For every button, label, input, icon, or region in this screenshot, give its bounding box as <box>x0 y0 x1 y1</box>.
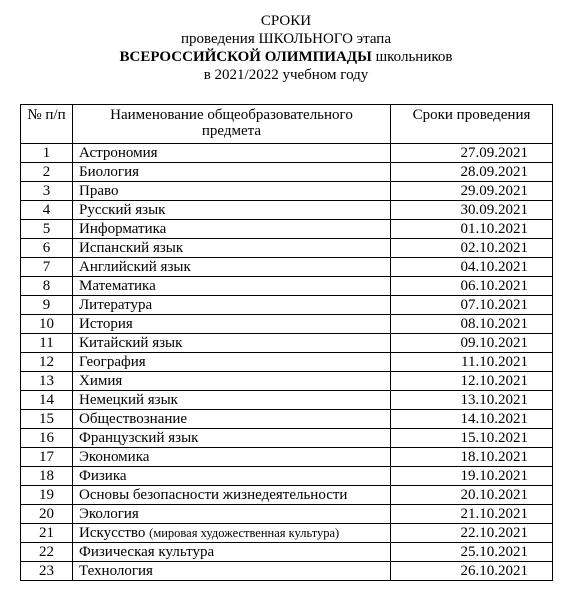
table-row <box>21 144 553 163</box>
table-row <box>21 429 553 448</box>
table-row <box>21 372 553 391</box>
row-number: 7 <box>21 258 73 277</box>
subject-cell <box>73 448 391 467</box>
table-row <box>21 486 553 505</box>
table-row <box>21 182 553 201</box>
row-number: 3 <box>21 182 73 201</box>
date-cell: 11.10.2021 <box>391 353 553 372</box>
subject-cell <box>73 562 391 581</box>
subject-cell <box>73 429 391 448</box>
row-number: 19 <box>21 486 73 505</box>
subject-cell <box>73 353 391 372</box>
document-header <box>0 12 572 84</box>
subject-cell <box>73 296 391 315</box>
subject-cell <box>73 410 391 429</box>
table-row <box>21 505 553 524</box>
date-cell: 08.10.2021 <box>391 315 553 334</box>
subject-cell <box>73 391 391 410</box>
table-row <box>21 220 553 239</box>
olympiad-name-bold: ВСЕРОССИЙСКОЙ ОЛИМПИАДЫ <box>119 49 372 65</box>
document-subtitle: проведения ШКОЛЬНОГО этапа <box>181 31 391 47</box>
row-number: 17 <box>21 448 73 467</box>
date-cell: 21.10.2021 <box>391 505 553 524</box>
table-row <box>21 543 553 562</box>
row-number: 12 <box>21 353 73 372</box>
subject-name: Химия <box>79 373 123 389</box>
subject-name: Технология <box>79 563 153 579</box>
subject-name: Биология <box>79 164 140 180</box>
subject-cell <box>73 182 391 201</box>
date-cell: 22.10.2021 <box>391 524 553 543</box>
date-cell: 25.10.2021 <box>391 543 553 562</box>
olympiad-name-rest: школьников <box>371 49 453 65</box>
row-number: 11 <box>21 334 73 353</box>
date-cell: 27.09.2021 <box>391 144 553 163</box>
date-cell: 15.10.2021 <box>391 429 553 448</box>
subject-name: Искусство <box>79 525 146 541</box>
table-row <box>21 353 553 372</box>
subject-cell <box>73 543 391 562</box>
table-row <box>21 410 553 429</box>
subject-name: История <box>79 316 133 332</box>
subject-name: Физика <box>79 468 127 484</box>
column-header-number: № п/п <box>21 105 73 144</box>
row-number: 18 <box>21 467 73 486</box>
row-number: 9 <box>21 296 73 315</box>
subject-name: Экономика <box>79 449 150 465</box>
subject-note: (мировая художественная культура) <box>149 526 340 540</box>
subject-name: Французский язык <box>79 430 199 446</box>
table-row <box>21 524 553 543</box>
date-cell: 06.10.2021 <box>391 277 553 296</box>
row-number: 5 <box>21 220 73 239</box>
subject-cell <box>73 372 391 391</box>
date-cell: 12.10.2021 <box>391 372 553 391</box>
table-row <box>21 277 553 296</box>
table-row <box>21 296 553 315</box>
schedule-table <box>20 104 553 581</box>
date-cell: 01.10.2021 <box>391 220 553 239</box>
row-number: 10 <box>21 315 73 334</box>
date-cell: 28.09.2021 <box>391 163 553 182</box>
subject-cell <box>73 524 391 543</box>
date-cell: 13.10.2021 <box>391 391 553 410</box>
table-row <box>21 448 553 467</box>
subject-name: Основы безопасности жизнедеятельности <box>79 487 348 503</box>
subject-cell <box>73 467 391 486</box>
column-header-dates: Сроки проведения <box>391 105 553 144</box>
row-number: 21 <box>21 524 73 543</box>
table-row <box>21 163 553 182</box>
subject-cell <box>73 277 391 296</box>
date-cell: 30.09.2021 <box>391 201 553 220</box>
date-cell: 09.10.2021 <box>391 334 553 353</box>
date-cell: 04.10.2021 <box>391 258 553 277</box>
row-number: 15 <box>21 410 73 429</box>
table-row <box>21 467 553 486</box>
date-cell: 14.10.2021 <box>391 410 553 429</box>
row-number: 20 <box>21 505 73 524</box>
subject-name: Физическая культура <box>79 544 215 560</box>
subject-cell <box>73 258 391 277</box>
subject-cell <box>73 201 391 220</box>
subject-cell <box>73 239 391 258</box>
subject-name: Астрономия <box>79 145 158 161</box>
table-row <box>21 239 553 258</box>
subject-name: Право <box>79 183 119 199</box>
table-row <box>21 201 553 220</box>
subject-cell <box>73 315 391 334</box>
row-number: 16 <box>21 429 73 448</box>
subject-name: Литература <box>79 297 153 313</box>
subject-name: Испанский язык <box>79 240 184 256</box>
column-header-subject: Наименование общеобразовательного предмета <box>73 105 391 144</box>
subject-name: География <box>79 354 146 370</box>
row-number: 22 <box>21 543 73 562</box>
subject-cell <box>73 334 391 353</box>
row-number: 8 <box>21 277 73 296</box>
row-number: 14 <box>21 391 73 410</box>
date-cell: 02.10.2021 <box>391 239 553 258</box>
subject-cell <box>73 144 391 163</box>
subject-name: Обществознание <box>79 411 188 427</box>
table-row <box>21 258 553 277</box>
table-row <box>21 315 553 334</box>
date-cell: 07.10.2021 <box>391 296 553 315</box>
table-row <box>21 334 553 353</box>
olympiad-name <box>0 48 572 66</box>
date-cell: 29.09.2021 <box>391 182 553 201</box>
subject-name: Немецкий язык <box>79 392 178 408</box>
subject-name: Английский язык <box>79 259 191 275</box>
row-number: 1 <box>21 144 73 163</box>
subject-name: Китайский язык <box>79 335 183 351</box>
row-number: 4 <box>21 201 73 220</box>
subject-name: Экология <box>79 506 139 522</box>
subject-cell <box>73 163 391 182</box>
table-row <box>21 562 553 581</box>
date-cell: 18.10.2021 <box>391 448 553 467</box>
subject-name: Информатика <box>79 221 167 237</box>
row-number: 6 <box>21 239 73 258</box>
subject-cell <box>73 486 391 505</box>
table-header-row <box>21 105 553 144</box>
academic-year: в 2021/2022 учебном году <box>203 67 369 83</box>
subject-cell <box>73 220 391 239</box>
date-cell: 26.10.2021 <box>391 562 553 581</box>
row-number: 2 <box>21 163 73 182</box>
row-number: 13 <box>21 372 73 391</box>
date-cell: 19.10.2021 <box>391 467 553 486</box>
table-body <box>21 144 553 581</box>
subject-cell <box>73 505 391 524</box>
date-cell: 20.10.2021 <box>391 486 553 505</box>
row-number: 23 <box>21 562 73 581</box>
subject-name: Русский язык <box>79 202 166 218</box>
subject-name: Математика <box>79 278 156 294</box>
document-title: СРОКИ <box>260 13 312 29</box>
table-row <box>21 391 553 410</box>
